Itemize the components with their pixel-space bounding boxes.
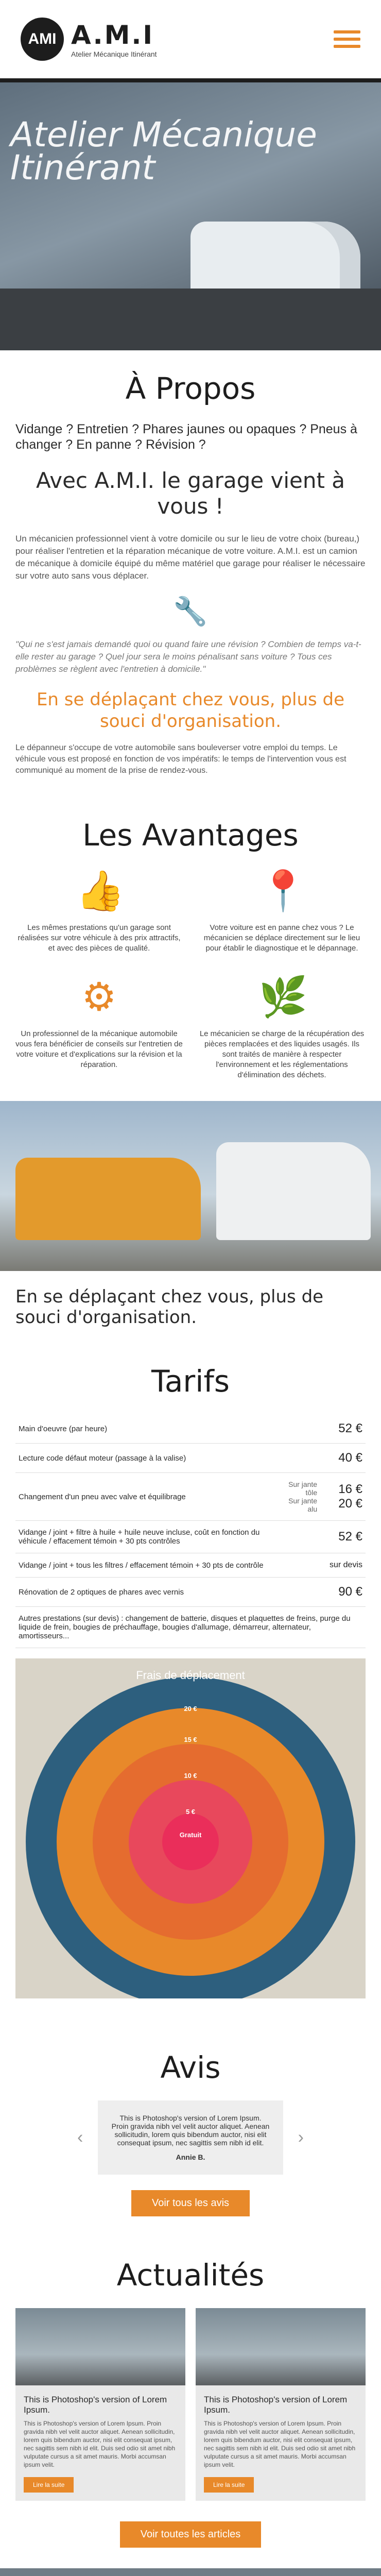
table-row: Main d'oeuvre (par heure) 52 €	[15, 1414, 366, 1444]
review-author: Annie B.	[176, 2153, 205, 2161]
avis-heading: Avis	[160, 2050, 221, 2085]
news-card	[15, 2308, 185, 2501]
tarifs-section	[0, 1343, 381, 2029]
site-header	[0, 0, 381, 82]
chevron-left-icon[interactable]: ‹	[77, 2127, 83, 2147]
thumbs-up-icon: 👍	[76, 869, 125, 913]
advantage-text: Votre voiture est en panne chez vous ? Le mécanicien se déplace directement sur le lieu pour établir le diagnostique et le dépannage.	[203, 923, 360, 953]
advantage-text: Un professionnel de la mécanique automobile vous fera bénéficier de conseils sur l'entretien de votre voiture et d'explications sur la révision et la réparation.	[15, 1029, 183, 1069]
avis-section	[0, 2029, 381, 2237]
map-title: Frais de déplacement	[136, 1669, 245, 1682]
hero-title: Atelier Mécanique Itinérant	[10, 115, 317, 188]
location-pin-icon: 📍	[258, 869, 308, 913]
about-subtitle: En se déplaçant chez vous, plus de souci d'organisation.	[36, 689, 345, 732]
wrench-icon: 🔧	[173, 596, 208, 627]
about-questions: Vidange ? Entretien ? Phares jaunes ou opaques ? Pneus à changer ? En panne ? Révision ?	[15, 422, 357, 452]
gear-icon: ⚙	[81, 975, 117, 1019]
all-articles-button[interactable]: Voir toutes les articles	[120, 2521, 262, 2548]
read-more-button[interactable]: Lire la suite	[204, 2477, 254, 2493]
about-quote: "Qui ne s'est jamais demandé quoi ou quand faire une révision ? Combien de temps va-t-elle rester au garage ? Quel jour sera le moins pénalisant sans voiture ? Tous ces problèmes se règlent avec l'entretien à domicile."	[15, 639, 361, 674]
news-image	[196, 2308, 366, 2385]
hero-banner	[0, 82, 381, 350]
news-text: This is Photoshop's version of Lorem Ipsum. Proin gravida nibh vel velit auctor aliquet. Aenean sollicitudin, lorem quis bibendum auctor, nisi elit consequat ipsum, nec sagittis sem nibh id elit. Duis sed odio sit amet nibh vulputate cursus a sit amet mauris. Morbi accumsan ipsum velit.	[24, 2420, 176, 2468]
advantage-item	[198, 868, 366, 954]
table-row: Rénovation de 2 optiques de phares avec vernis 90 €	[15, 1578, 366, 1607]
tarifs-heading: Tarifs	[151, 1364, 230, 1399]
read-more-button[interactable]: Lire la suite	[24, 2477, 74, 2493]
table-row: Vidange / joint + tous les filtres / effacement témoin + 30 pts de contrôle sur devis	[15, 1553, 366, 1578]
price-table	[15, 1414, 366, 1648]
contact-section	[0, 2568, 381, 2576]
logo[interactable]	[21, 18, 157, 61]
organisation-quote: En se déplaçant chez vous, plus de souci d'organisation.	[15, 1286, 324, 1328]
review-text: This is Photoshop's version of Lorem Ipsum. Proin gravida nibh vel velit auctor aliquet. Aenean sollicitudin, lorem quis bibendum auctor, nisi elit consequat ipsum, nec sagittis sem nibh id elit.	[111, 2114, 270, 2147]
about-heading: À Propos	[125, 371, 256, 406]
about-text-2: Le dépanneur s'occupe de votre automobile sans bouleverser votre emploi du temps. Le véhicule vous est proposé en fonction de vos impératifs: le temps de l'intervention vous est communiqué au moment de la prise de rendez-vous.	[15, 743, 347, 775]
advantage-item	[198, 974, 366, 1080]
about-title: Avec A.M.I. le garage vient à vous !	[36, 468, 345, 519]
travel-fees-map[interactable]	[15, 1658, 366, 1998]
advantages-heading: Les Avantages	[82, 818, 299, 853]
zone-label: 10 €	[184, 1772, 197, 1780]
zone-label: 20 €	[184, 1705, 197, 1713]
review-card	[77, 2100, 304, 2175]
advantages-section	[0, 797, 381, 1101]
table-row: Autres prestations (sur devis) : changement de batterie, disques et plaquettes de freins, purge du liquide de frein, bougies de préchauffage, bougies d'allumage, démarreur, alternateur, amortisseurs...	[15, 1607, 366, 1648]
table-row: Vidange / joint + filtre à huile + huile neuve incluse, coût en fonction du véhicule / effacement témoin + 30 pts contrôles 52 €	[15, 1521, 366, 1553]
news-card	[196, 2308, 366, 2501]
advantage-text: Les mêmes prestations qu'un garage sont réalisées sur votre véhicule à des prix attractifs, et avec des pièces de qualité.	[18, 923, 181, 953]
table-row: Changement d'un pneu avec valve et équilibrage Sur jante tôle Sur jante alu 16 € 20 €	[15, 1473, 366, 1521]
advantage-item	[15, 868, 183, 954]
leaf-icon: 🌿	[258, 975, 308, 1019]
news-text: This is Photoshop's version of Lorem Ipsum. Proin gravida nibh vel velit auctor aliquet. Aenean sollicitudin, lorem quis bibendum auctor, nisi elit consequat ipsum, nec sagittis sem nibh id elit. Duis sed odio sit amet nibh vulputate cursus a sit amet mauris. Morbi accumsan ipsum velit.	[204, 2420, 356, 2468]
zone-label: 5 €	[185, 1808, 196, 1816]
news-heading: Actualités	[116, 2258, 265, 2293]
chevron-right-icon[interactable]: ›	[298, 2127, 304, 2147]
brand-tagline: Atelier Mécanique Itinérant	[71, 50, 157, 58]
advantage-item	[15, 974, 183, 1080]
zone-label: Gratuit	[179, 1831, 202, 1839]
table-row: Lecture code défaut moteur (passage à la valise) 40 €	[15, 1444, 366, 1473]
news-section	[0, 2237, 381, 2568]
about-section	[0, 350, 381, 797]
advantage-text: Le mécanicien se charge de la récupération des pièces remplacées et des liquides usagés. Ils sont traités de manière à respecter l'environnement et les réglementations d'élimination des déchets.	[199, 1029, 365, 1079]
news-title: This is Photoshop's version of Lorem Ipsum.	[24, 2395, 167, 2415]
vans-photo	[0, 1101, 381, 1271]
logo-mark: AMI	[21, 18, 64, 61]
hamburger-menu-icon[interactable]	[334, 30, 360, 48]
brand-name: A.M.I	[71, 20, 154, 50]
all-reviews-button[interactable]: Voir tous les avis	[131, 2190, 250, 2216]
news-image	[15, 2308, 185, 2385]
news-title: This is Photoshop's version of Lorem Ipsum.	[204, 2395, 348, 2415]
about-text: Un mécanicien professionnel vient à votre domicile ou sur le lieu de votre choix (bureau,) pour réaliser l'entretien et la réparation mécanique de votre voiture. A.M.I. est un camion de mécanique à domicile équipé du même matériel que garage pour réaliser le nécessaire sur votre auto sans vous déplacer.	[15, 534, 366, 581]
zone-label: 15 €	[184, 1736, 197, 1743]
